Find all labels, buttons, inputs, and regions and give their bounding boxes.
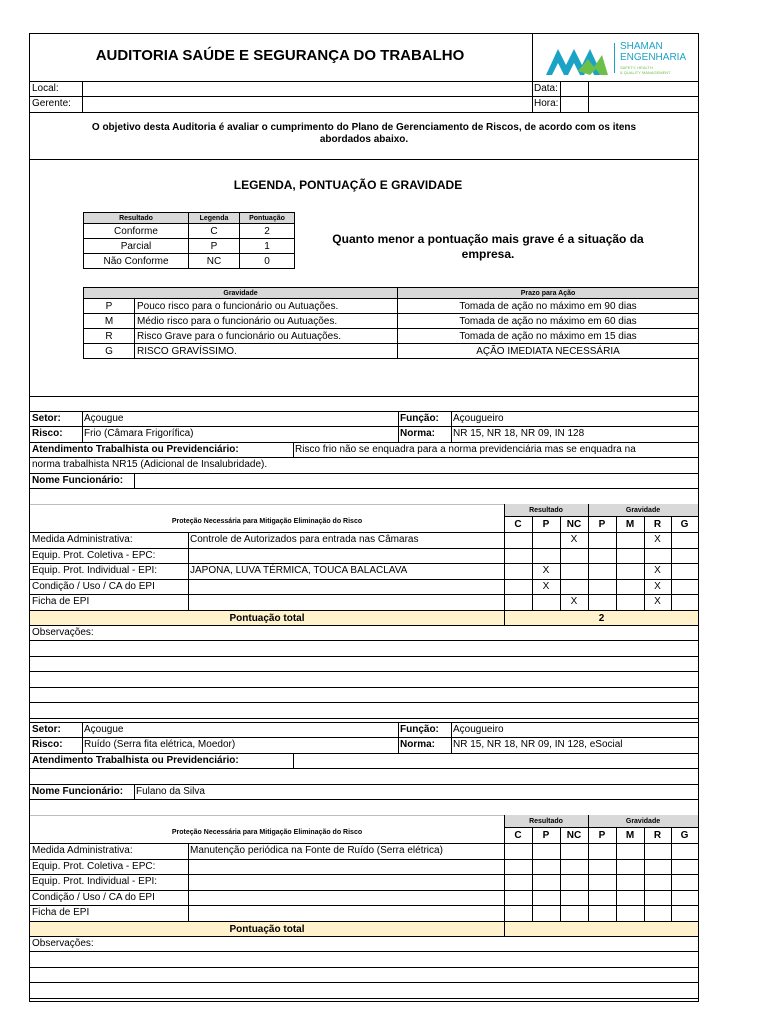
item-label: Condição / Uso / CA do EPI bbox=[32, 580, 155, 592]
gerente-label: Gerente: bbox=[32, 98, 71, 109]
column-header: NC bbox=[566, 830, 582, 841]
total-label: Pontuação total bbox=[30, 922, 504, 936]
severity-desc: Risco Grave para o funcionário ou Autuações. bbox=[135, 329, 398, 344]
column-header: M bbox=[625, 519, 635, 530]
gravidade-header: Gravidade bbox=[625, 507, 661, 514]
brand-name: SHAMAN bbox=[620, 41, 663, 52]
setor-label: Setor: bbox=[32, 413, 61, 424]
data-label: Data: bbox=[534, 83, 558, 94]
legend-note-1: Quanto menor a pontuação mais grave é a situação da bbox=[332, 232, 644, 246]
deadline-header: Prazo para Ação bbox=[398, 288, 699, 299]
severity-code: P bbox=[84, 299, 135, 314]
setor-label: Setor: bbox=[32, 724, 61, 735]
shaman-logo-icon bbox=[544, 41, 614, 77]
column-header: C bbox=[514, 519, 522, 530]
atendimento-label: Atendimento Trabalhista ou Previdenciário: bbox=[32, 444, 239, 455]
column-header: P bbox=[598, 830, 606, 841]
severity-code: M bbox=[84, 314, 135, 329]
total-value bbox=[505, 922, 698, 936]
legend-note-2: empresa. bbox=[461, 247, 515, 261]
column-header: R bbox=[653, 830, 662, 841]
score-header: Legenda bbox=[189, 213, 240, 224]
column-header: C bbox=[514, 830, 522, 841]
severity-desc: Pouco risco para o funcionário ou Autuações. bbox=[135, 299, 398, 314]
objective-line-1: O objetivo desta Auditoria é avaliar o cumprimento do Plano de Gerenciamento de Riscos, de acordo com os itens bbox=[91, 122, 637, 133]
mark-cell[interactable]: X bbox=[654, 565, 661, 576]
score-header: Resultado bbox=[84, 213, 189, 224]
hora-label: Hora: bbox=[534, 98, 559, 109]
mark-cell[interactable]: X bbox=[654, 534, 661, 545]
score-cell: C bbox=[189, 224, 240, 239]
column-header: R bbox=[653, 519, 662, 530]
risco-label: Risco: bbox=[32, 739, 63, 750]
total-label: Pontuação total bbox=[30, 611, 504, 625]
severity-code: R bbox=[84, 329, 135, 344]
column-header: G bbox=[680, 519, 689, 530]
risco-value[interactable]: Frio (Câmara Frigorífica) bbox=[84, 428, 194, 439]
atendimento-value-2[interactable]: norma trabalhista NR15 (Adicional de Insalubridade). bbox=[32, 459, 268, 470]
severity-code: G bbox=[84, 344, 135, 359]
score-header: Pontuação bbox=[240, 213, 295, 224]
score-legend-table bbox=[83, 212, 295, 269]
nome-input[interactable] bbox=[135, 785, 699, 799]
nome-input[interactable] bbox=[135, 474, 699, 488]
norma-value[interactable]: NR 15, NR 18, NR 09, IN 128 bbox=[453, 428, 585, 439]
severity-header: Gravidade bbox=[84, 288, 398, 299]
norma-value[interactable]: NR 15, NR 18, NR 09, IN 128, eSocial bbox=[453, 739, 623, 750]
item-description[interactable]: Controle de Autorizados para entrada nas Câmaras bbox=[190, 534, 419, 545]
item-label: Condição / Uso / CA do EPI bbox=[32, 891, 155, 903]
severity-deadline: Tomada de ação no máximo em 60 dias bbox=[398, 314, 699, 329]
risco-value[interactable]: Ruído (Serra fita elétrica, Moedor) bbox=[84, 739, 236, 750]
funcao-value[interactable]: Açougueiro bbox=[453, 413, 504, 424]
item-label: Equip. Prot. Individual - EPI: bbox=[32, 876, 158, 887]
page-title: AUDITORIA SAÚDE E SEGURANÇA DO TRABALHO bbox=[95, 47, 465, 64]
column-header: G bbox=[680, 830, 689, 841]
item-label: Equip. Prot. Individual - EPI: bbox=[32, 565, 158, 576]
resultado-header: Resultado bbox=[529, 818, 563, 825]
norma-label: Norma: bbox=[400, 428, 436, 439]
company-logo bbox=[538, 39, 698, 79]
severity-desc: Médio risco para o funcionário ou Autuações. bbox=[135, 314, 398, 329]
score-cell: 1 bbox=[240, 239, 295, 254]
resultado-header: Resultado bbox=[529, 507, 563, 514]
audit-form bbox=[29, 33, 699, 1002]
observacoes-area[interactable] bbox=[30, 951, 698, 998]
severity-deadline: AÇÃO IMEDIATA NECESSÁRIA bbox=[398, 344, 699, 359]
item-label: Equip. Prot. Coletiva - EPC: bbox=[32, 860, 156, 872]
funcao-label: Função: bbox=[400, 413, 439, 424]
severity-deadline: Tomada de ação no máximo em 15 dias bbox=[398, 329, 699, 344]
item-description[interactable]: JAPONA, LUVA TÉRMICA, TOUCA BALACLAVA bbox=[190, 565, 408, 576]
atendimento-label: Atendimento Trabalhista ou Previdenciário: bbox=[32, 755, 239, 766]
column-header: M bbox=[625, 830, 635, 841]
item-label: Ficha de EPI bbox=[32, 907, 90, 918]
norma-label: Norma: bbox=[400, 739, 436, 750]
gerente-input[interactable] bbox=[83, 97, 531, 111]
item-label: Medida Administrativa: bbox=[32, 845, 133, 856]
score-cell: Parcial bbox=[84, 239, 189, 254]
nome-label: Nome Funcionário: bbox=[32, 786, 124, 797]
local-input[interactable] bbox=[83, 82, 531, 96]
local-label: Local: bbox=[32, 83, 59, 94]
column-header: P bbox=[542, 830, 550, 841]
setor-value[interactable]: Açougue bbox=[84, 413, 124, 424]
mark-cell[interactable]: X bbox=[654, 596, 661, 607]
nome-value[interactable]: Fulano da Silva bbox=[136, 786, 205, 797]
setor-value[interactable]: Açougue bbox=[84, 724, 124, 735]
risco-label: Risco: bbox=[32, 428, 63, 439]
brand-tagline-2: & QUALITY MANAGEMENT bbox=[620, 70, 671, 75]
mark-cell[interactable]: X bbox=[542, 565, 550, 576]
protecao-header: Proteção Necessária para Mitigação Eliminação do Risco bbox=[171, 829, 363, 836]
observacoes-area[interactable] bbox=[30, 640, 698, 718]
nome-label: Nome Funcionário: bbox=[32, 475, 124, 486]
gravidade-header: Gravidade bbox=[625, 818, 661, 825]
objective-line-2: abordados abaixo. bbox=[319, 134, 409, 145]
protecao-header: Proteção Necessária para Mitigação Eliminação do Risco bbox=[171, 518, 363, 525]
observacoes-label: Observações: bbox=[32, 937, 94, 949]
score-cell: Conforme bbox=[84, 224, 189, 239]
item-label: Ficha de EPI bbox=[32, 596, 90, 607]
mark-cell[interactable]: X bbox=[654, 580, 661, 592]
column-header: NC bbox=[566, 519, 582, 530]
score-cell: P bbox=[189, 239, 240, 254]
total-value: 2 bbox=[505, 611, 698, 625]
score-cell: 0 bbox=[240, 254, 295, 269]
severity-legend-table bbox=[83, 287, 699, 359]
mark-cell[interactable]: X bbox=[570, 596, 578, 607]
mark-cell[interactable]: X bbox=[542, 580, 550, 592]
column-header: P bbox=[542, 519, 550, 530]
mark-cell[interactable]: X bbox=[570, 534, 578, 545]
item-label: Medida Administrativa: bbox=[32, 534, 133, 545]
brand-name-2: ENGENHARIA bbox=[620, 52, 687, 63]
observacoes-label: Observações: bbox=[32, 626, 94, 638]
column-header: P bbox=[598, 519, 606, 530]
funcao-label: Função: bbox=[400, 724, 439, 735]
severity-deadline: Tomada de ação no máximo em 90 dias bbox=[398, 299, 699, 314]
score-cell: NC bbox=[189, 254, 240, 269]
data-input[interactable] bbox=[561, 82, 587, 96]
legend-title: LEGENDA, PONTUAÇÃO E GRAVIDADE bbox=[233, 178, 463, 192]
hora-input[interactable] bbox=[561, 97, 587, 111]
score-cell: Não Conforme bbox=[84, 254, 189, 269]
atendimento-value[interactable]: Risco frio não se enquadra para a norma previdenciária mas se enquadra na bbox=[295, 444, 636, 455]
item-description[interactable]: Manutenção periódica na Fonte de Ruído (Serra elétrica) bbox=[190, 845, 443, 856]
funcao-value[interactable]: Açougueiro bbox=[453, 724, 504, 735]
severity-desc: RISCO GRAVÍSSIMO. bbox=[135, 344, 398, 359]
score-cell: 2 bbox=[240, 224, 295, 239]
brand-tagline: SAFETY, HEALTH bbox=[620, 65, 653, 70]
item-label: Equip. Prot. Coletiva - EPC: bbox=[32, 549, 156, 561]
